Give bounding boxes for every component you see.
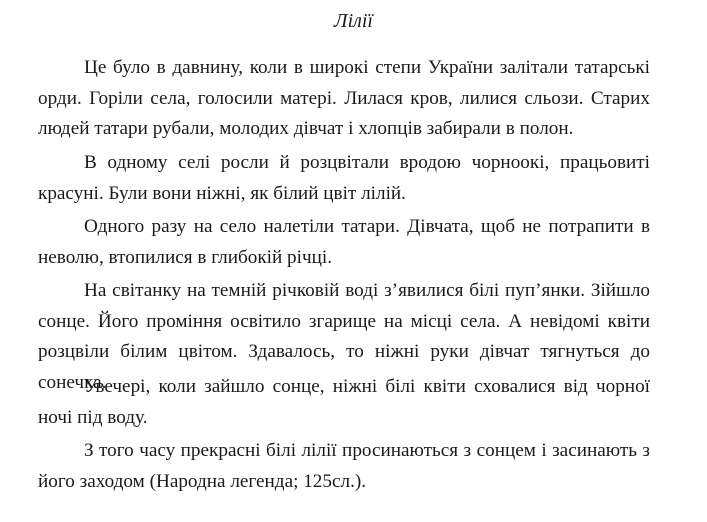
paragraph-1: Це було в давнину, коли в широкі степи України залітали татарські орди. Горіли села, голосили матері. Лилася кров, лилися сльози. Старих людей татари рубали, молодих дівчат і хлопців забирали в полон. bbox=[38, 57, 650, 140]
paragraph-3: Одного разу на село налетіли татари. Дівчата, щоб не потрапити в неволю, втопилися в глибокій річці. bbox=[38, 216, 650, 268]
paragraph-4: На світанку на темній річковій воді з’явилися білі пуп’янки. Зійшло сонце. Його проміння освітило згарище на місці села. А невідомі квіти розцвіли білим цвітом. Здавалось, то ніжні руки дівчат тягнуться до сонечка. bbox=[38, 280, 650, 393]
paragraph-5: Увечері, коли зайшло сонце, ніжні білі квіти сховалися від чорної ночі під воду. bbox=[38, 376, 650, 428]
document-title: Лілії bbox=[334, 10, 373, 32]
paragraph-2: В одному селі росли й розцвітали вродою чорноокі, працьовиті красуні. Були вони ніжні, як білий цвіт лілій. bbox=[38, 152, 650, 204]
paragraph-6: З того часу прекрасні білі лілії просинаються з сонцем і засинають з його заходом (Народна легенда; 125сл.). bbox=[38, 440, 650, 492]
